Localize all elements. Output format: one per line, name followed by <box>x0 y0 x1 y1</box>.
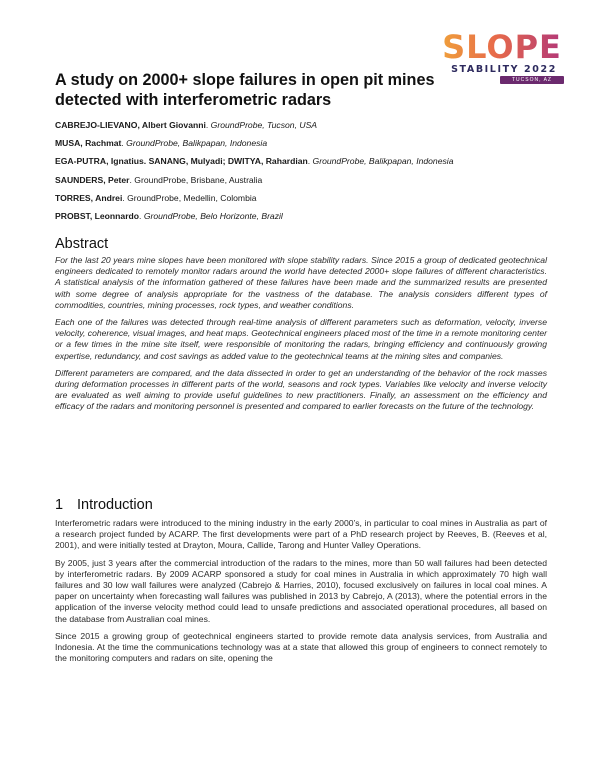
author-list <box>55 116 555 225</box>
section-title: Introduction <box>77 497 153 513</box>
abstract-body <box>55 255 547 419</box>
author-affiliation: GroundProbe, Brisbane, Australia <box>134 174 263 185</box>
author-sep: . <box>129 174 135 185</box>
author-affiliation: GroundProbe, Tucson, USA <box>210 120 318 130</box>
abstract-paragraph: For the last 20 years mine slopes have been monitored with slope stability radars. Since 2015 a group of dedicated geotechnical engineers dedicated to remotely monitor radars around the world have detected 2000+ slope failures of different characteristics. A statistical analysis of the information gathered of these failures have been made and the summarized results are presented with some degree of analysis appropriate for the vastness of the database. The analysis considers different types of commodities, countries, mining processes, rock types, and weather conditions. <box>55 255 547 310</box>
introduction-paragraph: By 2005, just 3 years after the commercial introduction of the radars to the mines, more than 50 wall failures had been detected by interferometric radars. By 2009 ACARP sponsored a study for coal mines in Australia in which approximately 70 high wall failures and 30 low wall failures were analyzed (Cabrejo & Harries, 2010), focused exclusively on failures in local coal mines. A paper on uncertainty when forecasting wall failures was published in 2013 by Cabrejo, A (2013), where the potential errors in the application of the inverse velocity method could lead to unsafe predictions and associated operational procedures, all based on the database from Australian coal mines. <box>55 557 547 624</box>
section-number: 1 <box>55 497 64 513</box>
author-line <box>55 189 555 207</box>
logo-word: SLOPE <box>438 30 566 64</box>
logo-location: TUCSON, AZ <box>500 76 564 84</box>
introduction-paragraph: Since 2015 a growing group of geotechnical engineers started to provide remote data analysis services, from Australia and Indonesia. At the time the communications technology was at a state that allowed this group of engineers to connect remotely to the monitoring computers and radars on site, opening the <box>55 630 547 664</box>
author-sep: . <box>121 138 127 149</box>
author-sep: . <box>307 156 313 167</box>
author-affiliation: GroundProbe, Medellin, Colombia <box>127 192 257 203</box>
conference-logo <box>438 30 566 88</box>
abstract-paragraph: Each one of the failures was detected through real-time analysis of different parameters such as deformation, velocity, inverse velocity, coherence, visual images, and heat maps. Geotechnical engineers placed most of the time in a remote monitoring center or a few times in the mine site itself, were responsible of monitoring the radars, bringing efficiency and continuously growing expertise, redundancy, and cost savings as added value to the geotechnical teams at the mining sites and companies. <box>55 317 547 361</box>
author-line <box>55 207 555 225</box>
author-names: MUSA, Rachmat <box>55 138 122 149</box>
introduction-heading <box>55 497 153 513</box>
introduction-body <box>55 518 547 670</box>
author-names: EGA-PUTRA, Ignatius. SANANG, Mulyadi; DWITYA, Rahardian <box>55 156 308 167</box>
abstract-paragraph: Different parameters are compared, and the data dissected in order to get an understanding of the behavior of the rock masses during deformation processes in different parts of the world, seasons and rock types. Variables like velocity and inverse velocity are evaluated as well aiming to provide useful guidelines to new practitioners. Finally, an assessment on the efficiency and efficacy of the radars and monitoring personnel is presented and compared to earlier forecasts on the future of the technology. <box>55 367 547 412</box>
author-sep: . <box>139 211 144 222</box>
author-names: SAUNDERS, Peter <box>55 174 130 185</box>
author-affiliation: GroundProbe, Belo Horizonte, Brazil <box>143 211 283 222</box>
author-line <box>55 171 555 189</box>
abstract-heading: Abstract <box>55 236 109 252</box>
logo-subtitle: STABILITY 2022 <box>451 64 557 75</box>
introduction-paragraph: Interferometric radars were introduced to the mining industry in the early 2000’s, in particular to coal mines in Australia as part of a research project funded by ACARP. The first developments were part of a PhD research project by Reeves, B. (Reeves et al, 2001), and were initially tested at Drayton, Moura, Callide, Tarong and Hunter Valley Operations. <box>55 518 547 551</box>
author-line <box>55 134 555 152</box>
author-names: TORRES, Andrei <box>55 192 123 203</box>
author-names: PROBST, Leonnardo <box>55 211 140 222</box>
author-affiliation: GroundProbe, Balikpapan, Indonesia <box>126 138 268 149</box>
author-sep: . <box>122 192 128 203</box>
paper-title: A study on 2000+ slope failures in open pit mines detected with interferometric radars <box>55 71 435 109</box>
author-names: CABREJO-LIEVANO, Albert Giovanni <box>55 120 206 130</box>
author-line <box>55 116 555 134</box>
author-affiliation: GroundProbe, Balikpapan, Indonesia <box>312 156 454 167</box>
author-sep: . <box>205 120 211 130</box>
author-line <box>55 152 555 170</box>
